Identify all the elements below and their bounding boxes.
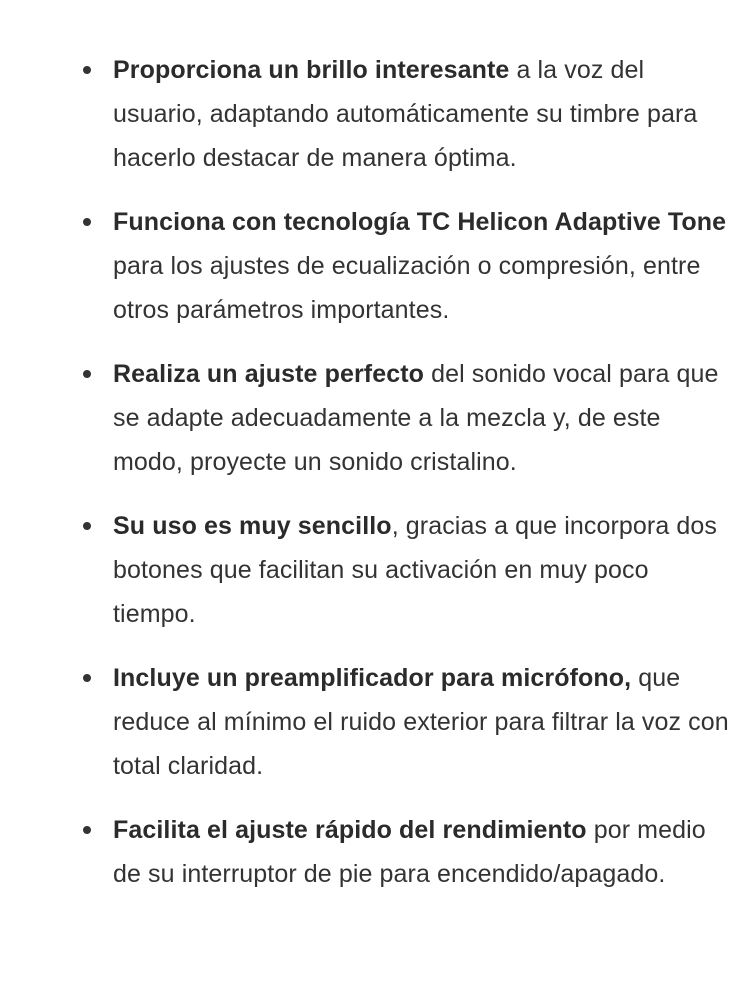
list-item (0, 352, 750, 484)
feature-text: del sonido vocal para que se adapte adecuadamente a la mezcla y, de este modo, proyecte un sonido cristalino. (113, 360, 719, 476)
feature-text: , gracias a que incorpora dos botones que facilitan su activación en muy poco tiempo. (113, 512, 717, 628)
list-item (0, 808, 750, 896)
bullet-icon (83, 674, 91, 682)
bullet-icon (83, 826, 91, 834)
feature-text: por medio de su interruptor de pie para encendido/apagado. (113, 816, 706, 888)
list-item (0, 200, 750, 332)
bullet-icon (83, 218, 91, 226)
list-item (0, 48, 750, 180)
bullet-icon (83, 66, 91, 74)
feature-lead: Facilita el ajuste rápido del rendimiento (113, 816, 587, 844)
feature-text: a la voz del usuario, adaptando automáticamente su timbre para hacerlo destacar de manera óptima. (113, 56, 698, 172)
feature-lead: Proporciona un brillo interesante (113, 56, 510, 84)
feature-lead: Su uso es muy sencillo (113, 512, 392, 540)
feature-lead: Funciona con tecnología TC Helicon Adaptive Tone (113, 208, 727, 236)
feature-text: que reduce al mínimo el ruido exterior para filtrar la voz con total claridad. (113, 664, 729, 780)
feature-text: para los ajustes de ecualización o compresión, entre otros parámetros importantes. (113, 252, 701, 324)
bullet-icon (83, 522, 91, 530)
feature-lead: Realiza un ajuste perfecto (113, 360, 425, 388)
bullet-icon (83, 370, 91, 378)
list-item (0, 656, 750, 788)
feature-list (0, 48, 750, 916)
list-item (0, 504, 750, 636)
feature-lead: Incluye un preamplificador para micrófono, (113, 664, 632, 692)
